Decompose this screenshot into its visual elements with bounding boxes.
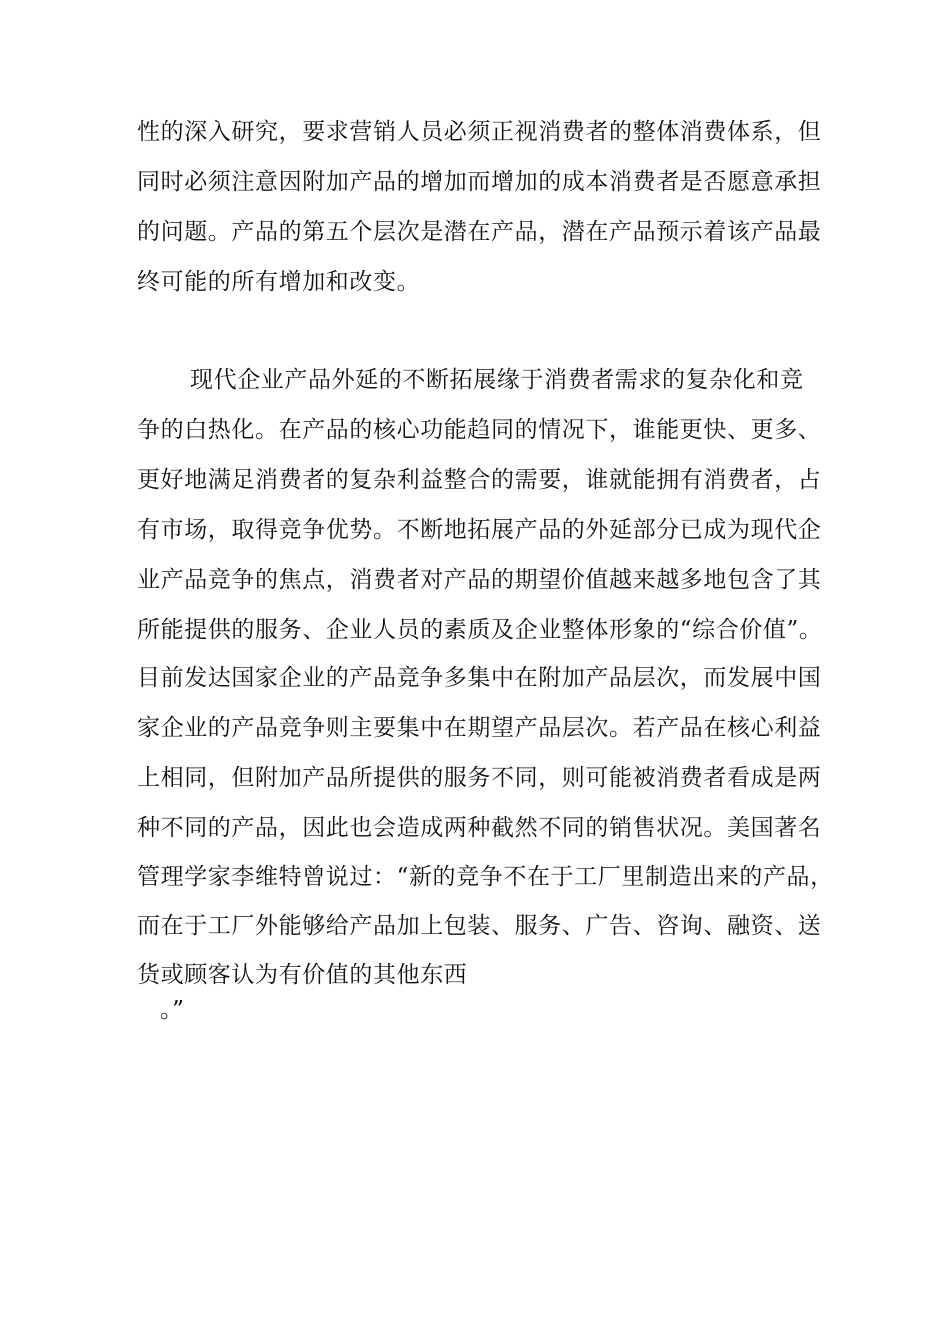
- paragraph-2-line-2: 争的白热化。在产品的核心功能趋同的情况下，谁能更快、更多、: [137, 417, 822, 443]
- paragraph-1-line-1: 性的深入研究，要求营销人员必须正视消费者的整体消费体系，但: [137, 119, 822, 145]
- paragraph-2-line-1: 现代企业产品外延的不断拓展缘于消费者需求的复杂化和竞: [190, 367, 804, 393]
- paragraph-1-line-2: 同时必须注意因附加产品的增加而增加的成本消费者是否愿意承担: [137, 169, 822, 195]
- paragraph-2-line-7: 目前发达国家企业的产品竞争多集中在附加产品层次，而发展中国: [137, 665, 822, 691]
- paragraph-2-line-11: 管理学家李维特曾说过：“新的竞争不在于工厂里制造出来的产品，: [137, 864, 834, 890]
- paragraph-1-line-4: 终可能的所有增加和改变。: [137, 269, 421, 295]
- paragraph-2-line-3: 更好地满足消费者的复杂利益整合的需要，谁就能拥有消费者，占: [137, 467, 822, 493]
- paragraph-2-line-10: 种不同的产品，因此也会造成两种截然不同的销售状况。美国著名: [137, 815, 822, 841]
- paragraph-2-line-12: 而在于工厂外能够给产品加上包装、服务、广告、咨询、融资、送: [137, 913, 822, 939]
- paragraph-2-line-8: 家企业的产品竞争则主要集中在期望产品层次。若产品在核心利益: [137, 715, 822, 741]
- paragraph-2-line-13: 货或顾客认为有价值的其他东西: [137, 962, 468, 988]
- paragraph-1-line-3: 的问题。产品的第五个层次是潜在产品，潜在产品预示着该产品最: [137, 219, 822, 245]
- paragraph-2-line-4: 有市场，取得竞争优势。不断地拓展产品的外延部分已成为现代企: [137, 517, 822, 543]
- paragraph-2-line-14: 。”: [160, 997, 185, 1023]
- paragraph-2-line-5: 业产品竞争的焦点，消费者对产品的期望价值越来越多地包含了其: [137, 567, 822, 593]
- paragraph-2-line-9: 上相同，但附加产品所提供的服务不同，则可能被消费者看成是两: [137, 765, 822, 791]
- paragraph-2-line-6: 所能提供的服务、企业人员的素质及企业整体形象的“综合价值”。: [137, 617, 823, 643]
